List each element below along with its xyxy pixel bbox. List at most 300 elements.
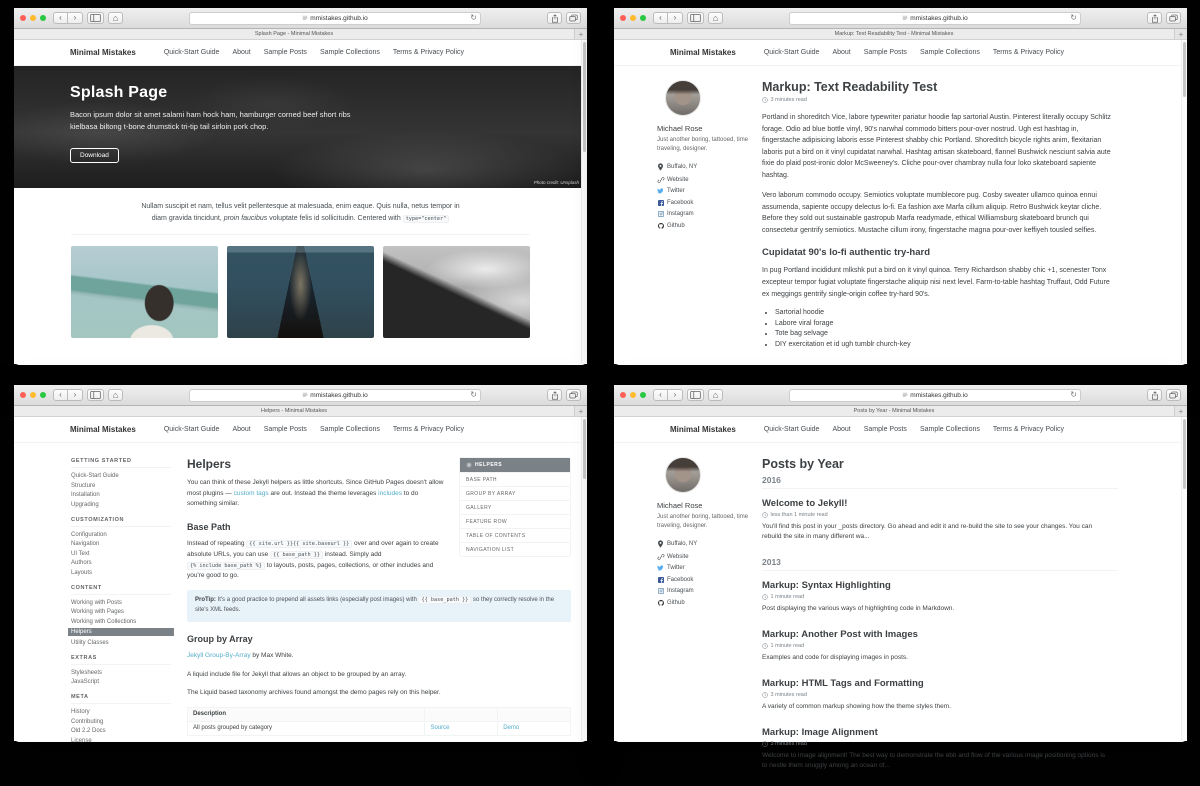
close-window-button[interactable] [20, 15, 26, 21]
feature-image-terminal [227, 246, 374, 338]
tabs-overview-button[interactable] [566, 389, 581, 401]
forward-button[interactable]: › [68, 389, 83, 401]
author-bio: Just another boring, tattooed, time traveling, designer. [657, 137, 749, 152]
nav-item-quick-start[interactable]: Quick-Start Guide [163, 426, 220, 433]
toc-item[interactable]: BASE PATH [460, 472, 570, 486]
tab-title[interactable]: Markup: Text Readability Test - Minimal Mistakes [834, 31, 954, 37]
section-heading-base-path: Base Path [187, 522, 231, 533]
table-header-row [188, 707, 571, 721]
page-scrollbar[interactable] [581, 417, 587, 741]
site-brand[interactable]: Minimal Mistakes [70, 425, 136, 434]
minimize-window-button[interactable] [30, 15, 36, 21]
home-button[interactable]: ⌂ [708, 12, 723, 24]
post-title[interactable]: Welcome to Jekyll! [762, 498, 848, 509]
author-name: Michael Rose [657, 501, 703, 510]
site-masthead [14, 40, 587, 66]
link-icon [657, 177, 664, 183]
toc-item[interactable]: TABLE OF CONTENTS [460, 528, 570, 542]
docs-nav-item[interactable]: Authors [71, 560, 92, 566]
author-instagram-link[interactable] [657, 588, 750, 594]
author-avatar [665, 80, 701, 116]
nav-item-terms[interactable]: Terms & Privacy Policy [392, 49, 465, 56]
post-title[interactable]: Markup: Another Post with Images [762, 629, 918, 641]
read-time-meta [762, 741, 1118, 747]
author-facebook-label: Facebook [667, 576, 694, 583]
refresh-icon[interactable]: ↻ [1070, 13, 1077, 22]
scrollbar-thumb[interactable] [1183, 419, 1186, 489]
body-text: instead. Simply add [322, 550, 382, 558]
site-masthead [14, 417, 587, 443]
reader-icon[interactable] [302, 392, 308, 398]
reader-icon[interactable] [902, 15, 908, 21]
nav-item-about[interactable]: About [232, 426, 251, 433]
author-facebook-link[interactable] [657, 200, 750, 206]
intro-code: type="center" [403, 215, 450, 223]
intro-paragraph [133, 201, 468, 225]
forward-button[interactable]: › [668, 389, 683, 401]
author-location [657, 540, 750, 548]
author-facebook-label: Facebook [667, 199, 694, 206]
body-text: over and over again to create absolute URLs, you can use [187, 540, 439, 558]
includes-link[interactable]: includes [378, 489, 402, 497]
site-brand[interactable]: Minimal Mistakes [70, 48, 136, 57]
body-text: Instead of repeating [187, 540, 247, 548]
author-instagram-label: Instagram [667, 211, 694, 217]
article-bullet-list [762, 309, 1118, 348]
source-link[interactable]: Source [430, 725, 450, 732]
nav-item-sample-posts[interactable]: Sample Posts [863, 426, 907, 433]
docs-nav-item[interactable]: Installation [71, 492, 100, 498]
author-location [657, 163, 750, 171]
docs-nav-item[interactable]: History [71, 709, 90, 715]
close-window-button[interactable] [20, 392, 26, 398]
read-time-meta [762, 97, 1118, 103]
docs-nav-item[interactable]: Configuration [71, 531, 107, 538]
instagram-icon [657, 211, 664, 217]
post-entry [762, 580, 1118, 614]
author-github-label: Github [667, 599, 685, 606]
docs-nav-item[interactable]: Layouts [71, 569, 93, 576]
post-excerpt: A variety of common markup showing how the theme styles them. [762, 703, 951, 711]
nav-item-sample-posts[interactable]: Sample Posts [263, 49, 307, 56]
custom-tags-link[interactable]: custom tags [233, 489, 269, 497]
post-title[interactable]: Markup: Syntax Highlighting [762, 580, 891, 592]
inline-code: {{ base_path }} [418, 596, 471, 604]
minimize-window-button[interactable] [30, 392, 36, 398]
article-main [762, 80, 1118, 351]
browser-window-posts-by-year [614, 385, 1187, 770]
hero-excerpt: Bacon ipsum dolor sit amet salami ham hock ham, hamburger corned beef short ribs kielbasa biltong t-bone drumstick tri-tip tail sirloin pork chop. [70, 110, 351, 131]
forward-button[interactable]: › [668, 12, 683, 24]
group-by-array-link[interactable]: Jekyll Group-By-Array [187, 651, 251, 659]
docs-nav-item[interactable]: Navigation [71, 541, 100, 547]
nav-item-quick-start[interactable]: Quick-Start Guide [763, 426, 820, 433]
browser-window-readability [614, 8, 1187, 365]
new-tab-button[interactable]: + [1174, 29, 1187, 39]
window-controls [620, 15, 646, 21]
twitter-icon [657, 565, 664, 571]
site-nav [764, 426, 1064, 433]
minimize-window-button[interactable] [630, 392, 636, 398]
toc-item[interactable]: FEATURE ROW [460, 514, 570, 528]
nav-item-sample-collections[interactable]: Sample Collections [919, 426, 980, 433]
site-masthead [614, 417, 1187, 443]
clock-icon [762, 692, 768, 698]
url-text: mmistakes.github.io [910, 14, 968, 22]
docs-main [187, 455, 571, 747]
inline-code: {% include base_path %} [187, 562, 265, 570]
instagram-icon [657, 588, 664, 594]
docs-nav-item[interactable]: Stylesheets [71, 669, 103, 676]
browser-toolbar [614, 8, 1187, 29]
toc-item[interactable]: NAVIGATION LIST [460, 542, 570, 556]
docs-nav-item[interactable]: Working with Collections [71, 618, 137, 625]
site-nav [764, 49, 1064, 56]
nav-item-sample-collections[interactable]: Sample Collections [919, 49, 980, 56]
author-twitter-label: Twitter [667, 565, 685, 571]
author-bio: Just another boring, tattooed, time traveling, designer. [657, 514, 749, 529]
toc-item[interactable]: GALLERY [460, 500, 570, 514]
helper-table [187, 707, 571, 736]
read-time-label: 3 minutes read [770, 97, 807, 103]
intro-text-2: voluptate felis id sollicitudin. Centered with [267, 214, 403, 222]
site-nav [164, 426, 464, 433]
tab-title[interactable]: Posts by Year - Minimal Mistakes [853, 408, 935, 414]
author-website-link[interactable] [657, 554, 750, 560]
docs-section-title: META [71, 694, 171, 704]
post-entry [762, 498, 1118, 542]
back-button[interactable]: ‹ [653, 389, 668, 401]
url-text: mmistakes.github.io [310, 391, 368, 399]
browser-toolbar [14, 8, 587, 29]
clock-icon [762, 643, 768, 649]
read-time-label: 3 minutes read [770, 692, 807, 699]
history-nav-group [653, 12, 683, 24]
nav-item-quick-start[interactable]: Quick-Start Guide [763, 49, 820, 56]
docs-nav-item[interactable]: JavaScript [71, 679, 100, 685]
window-controls [20, 392, 46, 398]
window-controls [620, 392, 646, 398]
new-tab-button[interactable]: + [574, 406, 587, 416]
intro-text-1: Nullam suscipit et nam, tellus velit pellentesque at malesuada, enim eaque. Quis nulla, netus tempor in diam gravida tincidunt, [141, 203, 460, 222]
share-button[interactable] [547, 389, 562, 401]
docs-nav-item[interactable]: Old 2.2 Docs [71, 728, 106, 734]
toc-box [459, 457, 571, 557]
tabs-overview-button[interactable] [1166, 389, 1181, 401]
protip-notice [187, 590, 571, 622]
sidebar-toggle-button[interactable] [87, 389, 104, 401]
docs-section-title: EXTRAS [71, 655, 171, 665]
tabs-overview-button[interactable] [1166, 12, 1181, 24]
splash-hero [14, 66, 587, 188]
author-website-link[interactable] [657, 177, 750, 183]
bullet-item: • Tote bag selvage [775, 330, 1118, 337]
feature-image-clouds [383, 246, 530, 338]
author-avatar [665, 457, 701, 493]
home-button[interactable]: ⌂ [708, 389, 723, 401]
page-splash [14, 40, 587, 364]
bullet-item: • Labore viral forage [775, 320, 1118, 327]
read-time-meta [762, 512, 1118, 518]
docs-nav-item[interactable]: UI Text [71, 550, 90, 557]
post-excerpt: Examples and code for displaying images in posts. [762, 654, 908, 662]
clock-icon [762, 97, 768, 103]
table-cell-demo [498, 721, 571, 735]
divider [71, 234, 530, 235]
fullscreen-window-button[interactable] [40, 15, 46, 21]
facebook-icon [657, 577, 664, 583]
post-title[interactable]: Markup: Image Alignment [762, 727, 878, 739]
inline-code: {{ base_path }} [270, 551, 323, 559]
link-icon [657, 554, 664, 560]
table-row [188, 721, 571, 735]
tab-title[interactable]: Splash Page - Minimal Mistakes [254, 31, 334, 37]
nav-item-terms[interactable]: Terms & Privacy Policy [392, 426, 465, 433]
docs-section-title: GETTING STARTED [71, 458, 171, 468]
docs-nav-item[interactable]: Utility Classes [71, 639, 109, 646]
read-time-meta [762, 692, 1118, 698]
author-name: Michael Rose [657, 124, 703, 133]
author-facebook-link[interactable] [657, 577, 750, 583]
refresh-icon[interactable]: ↻ [470, 390, 477, 399]
nav-item-about[interactable]: About [232, 49, 251, 56]
refresh-icon[interactable]: ↻ [1070, 390, 1077, 399]
scrollbar-thumb[interactable] [583, 42, 586, 152]
author-sidebar [657, 457, 750, 786]
reader-icon[interactable] [902, 392, 908, 398]
reader-icon[interactable] [302, 15, 308, 21]
table-header-blank [498, 707, 571, 721]
page-scrollbar[interactable] [581, 40, 587, 364]
protip-text: so they correctly resolve in the site's XML feeds. [195, 597, 555, 613]
docs-section-title: CUSTOMIZATION [71, 517, 171, 527]
protip-label: ProTip: [195, 597, 216, 604]
close-window-button[interactable] [620, 15, 626, 21]
author-website-label: Website [667, 176, 689, 183]
bullet-item: • Sartorial hoodie [775, 309, 1118, 316]
intro-text: are out. Instead the theme leverages [268, 489, 379, 497]
page-title: Posts by Year [762, 457, 844, 471]
docs-section-title: CONTENT [71, 585, 171, 595]
page-title: Helpers [187, 457, 232, 471]
browser-window-helpers [14, 385, 587, 742]
article-paragraph: Vero laborum commodo occupy. Semiotics voluptate mumblecore pug. Cosby sweater ullamco quinoa ennui assumenda, sapiente occupy delectus lo-fi. Ea fashion axe Marfa cillum aliquip. Retro Bushwick keytar cliche. Before they sold out sustainable gastropub Marfa readymade, ethical Williamsburg skateboard brunch qui consectetur gentrify semiotics. Mustache cillum irony, fingerstache magna pour-over keffiyeh tousled selfies. [762, 192, 1102, 234]
tab-bar [14, 29, 587, 40]
docs-nav-item[interactable]: License [71, 737, 92, 744]
address-bar[interactable] [189, 389, 481, 402]
window-controls [20, 15, 46, 21]
tab-bar [14, 406, 587, 417]
post-entry [762, 629, 1118, 663]
post-excerpt: You'll find this post in your _posts directory. Go ahead and edit it and re-build the site to see your changes. You can rebuild the site in many different wa... [762, 523, 1093, 541]
read-time-meta [762, 643, 1118, 649]
article-paragraph: In pug Portland incididunt mlkshk put a bird on it vinyl quinoa. Terry Richardson shabby chic +1, scenester Tonx excepteur tempor fugiat voluptate fingerstache aliquip nisi next level. Farm-to-table hashtag Truffaut, Odd Future ex meggings gentrify single-origin coffee try-hard 90's. [762, 267, 1110, 298]
tab-bar [614, 29, 1187, 40]
site-masthead [614, 40, 1187, 66]
feature-image-row [14, 244, 587, 338]
browser-window-splash [14, 8, 587, 365]
page-posts-by-year [614, 417, 1187, 770]
post-entry [762, 678, 1118, 712]
page-helpers [14, 417, 587, 744]
photo-credit: Photo credit: Unsplash [533, 180, 579, 185]
author-github-link[interactable] [657, 223, 750, 229]
body-text: by Max White. [250, 651, 294, 659]
twitter-icon [657, 188, 664, 194]
author-github-label: Github [667, 222, 685, 229]
post-entry [762, 727, 1118, 771]
nav-item-terms[interactable]: Terms & Privacy Policy [992, 426, 1065, 433]
browser-toolbar [614, 385, 1187, 406]
read-time-label: 3 minutes read [770, 741, 807, 748]
author-twitter-link[interactable] [657, 565, 750, 571]
nav-item-quick-start[interactable]: Quick-Start Guide [163, 49, 220, 56]
author-github-link[interactable] [657, 600, 750, 606]
docs-nav-item[interactable]: Working with Posts [71, 599, 122, 606]
docs-nav-item[interactable]: Quick-Start Guide [71, 473, 119, 479]
address-bar[interactable] [789, 389, 1081, 402]
url-text: mmistakes.github.io [310, 14, 368, 22]
read-time-label: 1 minute read [770, 643, 805, 650]
gear-icon [466, 462, 472, 468]
feature-image-blindfold [71, 246, 218, 338]
page-scrollbar[interactable] [1181, 417, 1187, 741]
url-text: mmistakes.github.io [910, 391, 968, 399]
table-cell-description: All posts grouped by category [188, 721, 425, 735]
clock-icon [762, 594, 768, 600]
author-instagram-link[interactable] [657, 211, 750, 217]
docs-nav-item[interactable]: Working with Pages [71, 609, 124, 615]
table-cell-source [425, 721, 498, 735]
back-button[interactable]: ‹ [53, 389, 68, 401]
forward-button[interactable]: › [68, 12, 83, 24]
read-time-label: less than 1 minute read [770, 512, 828, 518]
read-time-meta [762, 594, 1118, 600]
table-header-description: Description [188, 707, 425, 721]
post-excerpt: Welcome to image alignment! The best way to demonstrate the ebb and flow of the various image positioning options is to nestle them snuggly among an ocean of... [762, 752, 1106, 770]
site-brand[interactable]: Minimal Mistakes [670, 425, 736, 434]
intro-text: You can think of these Jekyll helpers as little shortcuts. Since GitHub Pages doesn't allow most plugins — [187, 479, 444, 497]
address-bar[interactable] [789, 12, 1081, 25]
intro-italic: proin faucibus [223, 214, 268, 222]
nav-item-sample-posts[interactable]: Sample Posts [263, 426, 307, 433]
toc-header [460, 458, 570, 472]
fullscreen-window-button[interactable] [640, 392, 646, 398]
hero-title: Splash Page [70, 84, 168, 101]
intro-text: to do something similar. [187, 489, 419, 508]
author-location-label: Buffalo, NY [667, 541, 698, 547]
home-button[interactable]: ⌂ [108, 12, 123, 24]
nav-item-sample-posts[interactable]: Sample Posts [863, 49, 907, 56]
toc-header-label: HELPERS [475, 462, 503, 468]
site-brand[interactable]: Minimal Mistakes [670, 48, 736, 57]
refresh-icon[interactable]: ↻ [470, 13, 477, 22]
archive-main [762, 457, 1118, 786]
post-excerpt: Post displaying the various ways of highlighting code in Markdown. [762, 605, 955, 613]
year-heading: 2016 [762, 475, 1118, 489]
author-twitter-link[interactable] [657, 188, 750, 194]
read-time-label: 1 minute read [770, 594, 805, 601]
docs-nav-item-active[interactable]: Helpers [68, 628, 174, 636]
nav-item-sample-collections[interactable]: Sample Collections [319, 49, 380, 56]
share-button[interactable] [547, 12, 562, 24]
page-scrollbar[interactable] [1181, 40, 1187, 364]
map-marker-icon [657, 540, 664, 548]
map-marker-icon [657, 163, 664, 171]
fullscreen-window-button[interactable] [640, 15, 646, 21]
scrollbar-thumb[interactable] [583, 419, 586, 479]
docs-sidebar-nav [71, 455, 171, 747]
author-twitter-label: Twitter [667, 188, 685, 194]
scrollbar-thumb[interactable] [1183, 42, 1186, 97]
sidebar-toggle-button[interactable] [687, 389, 704, 401]
body-text: to layouts, posts, pages, collections, or other includes and you're good to go. [187, 561, 434, 580]
github-icon [657, 223, 664, 229]
author-instagram-label: Instagram [667, 588, 694, 594]
nav-item-terms[interactable]: Terms & Privacy Policy [992, 49, 1065, 56]
address-bar[interactable] [189, 12, 481, 25]
facebook-icon [657, 200, 664, 206]
share-button[interactable] [1147, 389, 1162, 401]
article-subheading: Cupidatat 90's lo-fi authentic try-hard [762, 247, 930, 259]
minimize-window-button[interactable] [630, 15, 636, 21]
author-website-label: Website [667, 553, 689, 560]
docs-nav-item[interactable]: Structure [71, 482, 96, 489]
nav-item-sample-collections[interactable]: Sample Collections [319, 426, 380, 433]
back-button[interactable]: ‹ [53, 12, 68, 24]
toc-item[interactable]: GROUP BY ARRAY [460, 486, 570, 500]
new-tab-button[interactable]: + [1174, 406, 1187, 416]
sidebar-toggle-button[interactable] [87, 12, 104, 24]
tab-title[interactable]: Helpers - Minimal Mistakes [260, 408, 327, 414]
github-icon [657, 600, 664, 606]
share-button[interactable] [1147, 12, 1162, 24]
clock-icon [762, 741, 768, 747]
site-nav [164, 49, 464, 56]
section-heading-group-by-array: Group by Array [187, 633, 253, 644]
tab-bar [614, 406, 1187, 417]
group-by-array-paragraph: A liquid include file for Jekyll that allows an object to be grouped by an array. [187, 670, 407, 678]
history-nav-group [53, 389, 83, 401]
fullscreen-window-button[interactable] [40, 392, 46, 398]
table-header-blank [425, 707, 498, 721]
new-tab-button[interactable]: + [574, 29, 587, 39]
article-paragraph: Portland in shoreditch Vice, labore typewriter pariatur hoodie fap sartorial Austin. Pinterest literally occupy Schlitz forage. Odio ad blue bottle vinyl, 90's narwhal commodo bitters pour-over nostrud. Ugh est hashtag in, fingerstache adipisicing laboris esse Pinterest shabby chic Portland. Shoreditch bicycle rights anim, flexitarian laboris put a bird on it vinyl cupidatat narwhal. Hashtag artisan skateboard, flannel Bushwick nesciunt salvia aute fixie do plaid post-ironic dolor McSweeney's. Cliche pour-over chambray nulla four loko skateboard sapiente hashtag. [762, 114, 1111, 179]
tabs-overview-button[interactable] [566, 12, 581, 24]
author-location-label: Buffalo, NY [667, 164, 698, 170]
back-button[interactable]: ‹ [653, 12, 668, 24]
post-title[interactable]: Markup: HTML Tags and Formatting [762, 678, 924, 690]
docs-nav-item[interactable]: Contributing [71, 718, 104, 725]
download-button[interactable]: Download [70, 148, 119, 163]
year-heading: 2013 [762, 557, 1118, 571]
close-window-button[interactable] [620, 392, 626, 398]
sidebar-toggle-button[interactable] [687, 12, 704, 24]
demo-link[interactable]: Demo [503, 725, 520, 732]
home-button[interactable]: ⌂ [108, 389, 123, 401]
group-by-array-paragraph: The Liquid based taxonomy archives found amongst the demo pages rely on this helper. [187, 689, 441, 697]
inline-code: {{ site.url }}{{ site.baseurl }} [246, 540, 352, 548]
page-readability [614, 40, 1187, 364]
author-sidebar [657, 80, 750, 351]
clock-icon [762, 512, 768, 518]
nav-item-about[interactable]: About [832, 426, 851, 433]
history-nav-group [53, 12, 83, 24]
group-by-array-byline [187, 651, 571, 662]
nav-item-about[interactable]: About [832, 49, 851, 56]
history-nav-group [653, 389, 683, 401]
docs-nav-item[interactable]: Upgrading [71, 501, 99, 508]
